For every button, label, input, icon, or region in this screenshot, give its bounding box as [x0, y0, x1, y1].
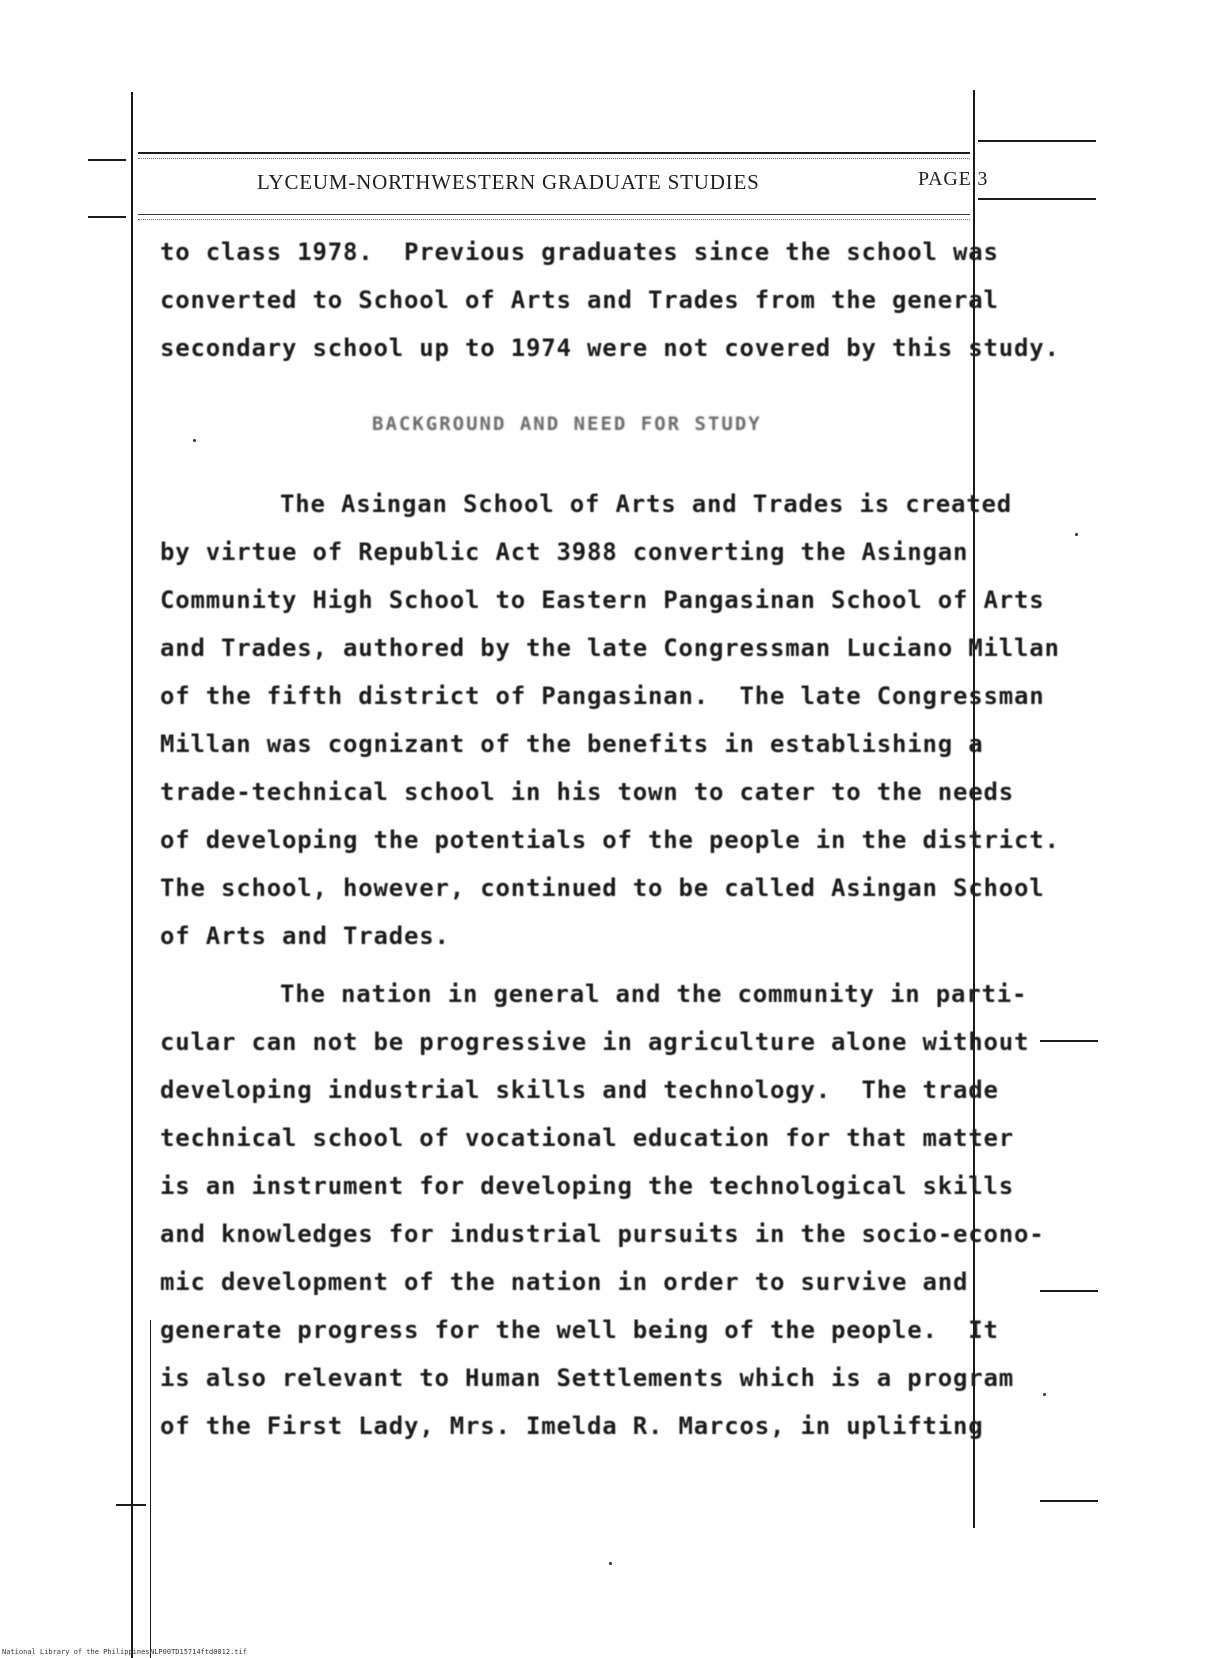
text-line: technical school of vocational education for that matter	[160, 1124, 1014, 1152]
text-line: Community High School to Eastern Pangasinan School of Arts	[160, 586, 1045, 614]
header-bottom-rule	[138, 214, 970, 215]
header-bottom-dotted-rule	[138, 219, 970, 220]
margin-tick-left-2	[88, 216, 126, 218]
footer-library-label: National Library of the Philippines	[2, 1648, 150, 1656]
paragraph-2	[160, 970, 1045, 1450]
text-line: and Trades, authored by the late Congressman Luciano Millan	[160, 634, 1060, 662]
scan-speck	[193, 439, 196, 442]
text-line: of the First Lady, Mrs. Imelda R. Marcos, in uplifting	[160, 1412, 984, 1440]
text-line: of developing the potentials of the people in the district.	[160, 826, 1060, 854]
text-line: The nation in general and the community in parti-	[280, 980, 1028, 1008]
text-line: Millan was cognizant of the benefits in establishing a	[160, 730, 984, 758]
margin-tick-left-3	[116, 1504, 146, 1506]
text-line: mic development of the nation in order to survive and	[160, 1268, 969, 1296]
header-top-dotted-rule	[138, 158, 970, 159]
text-line: is an instrument for developing the technological skills	[160, 1172, 1014, 1200]
text-line: by virtue of Republic Act 3988 converting the Asingan	[160, 538, 969, 566]
text-line: of the fifth district of Pangasinan. The late Congressman	[160, 682, 1045, 710]
left-margin-rule	[131, 92, 133, 1658]
section-heading: BACKGROUND AND NEED FOR STUDY	[372, 413, 762, 435]
text-line: is also relevant to Human Settlements which is a program	[160, 1364, 1014, 1392]
left-inner-rule	[150, 1320, 151, 1658]
scan-speck	[1075, 533, 1078, 536]
margin-tick-left-1	[88, 159, 126, 161]
document-header-title: LYCEUM-NORTHWESTERN GRADUATE STUDIES	[257, 170, 760, 194]
text-line: converted to School of Arts and Trades from the general	[160, 286, 999, 314]
margin-tick-right-5	[1040, 1500, 1098, 1502]
text-line: developing industrial skills and technology. The trade	[160, 1076, 999, 1104]
text-line: cular can not be progressive in agriculture alone without	[160, 1028, 1030, 1056]
margin-tick-right-4	[1040, 1290, 1098, 1292]
margin-tick-right-1	[978, 140, 1096, 142]
text-line: of Arts and Trades.	[160, 922, 450, 950]
header-top-rule	[138, 152, 970, 154]
paragraph-1	[160, 480, 1060, 960]
text-line: to class 1978. Previous graduates since the school was	[160, 238, 999, 266]
margin-tick-right-2	[978, 198, 1096, 200]
scan-speck	[609, 1562, 612, 1565]
text-line: trade-technical school in his town to cater to the needs	[160, 778, 1014, 806]
text-line: secondary school up to 1974 were not covered by this study.	[160, 334, 1060, 362]
footer-filename-label: NLP00TD15714ftd0012.tif	[150, 1648, 247, 1656]
page-number: PAGE 3	[918, 168, 989, 190]
text-line: The school, however, continued to be called Asingan School	[160, 874, 1045, 902]
margin-tick-right-3	[1040, 1040, 1098, 1042]
text-line: The Asingan School of Arts and Trades is created	[280, 490, 1012, 518]
text-line: and knowledges for industrial pursuits in the socio-econo-	[160, 1220, 1045, 1248]
text-line: generate progress for the well being of the people. It	[160, 1316, 999, 1344]
intro-text	[160, 228, 1060, 372]
scan-speck	[1043, 1393, 1046, 1396]
